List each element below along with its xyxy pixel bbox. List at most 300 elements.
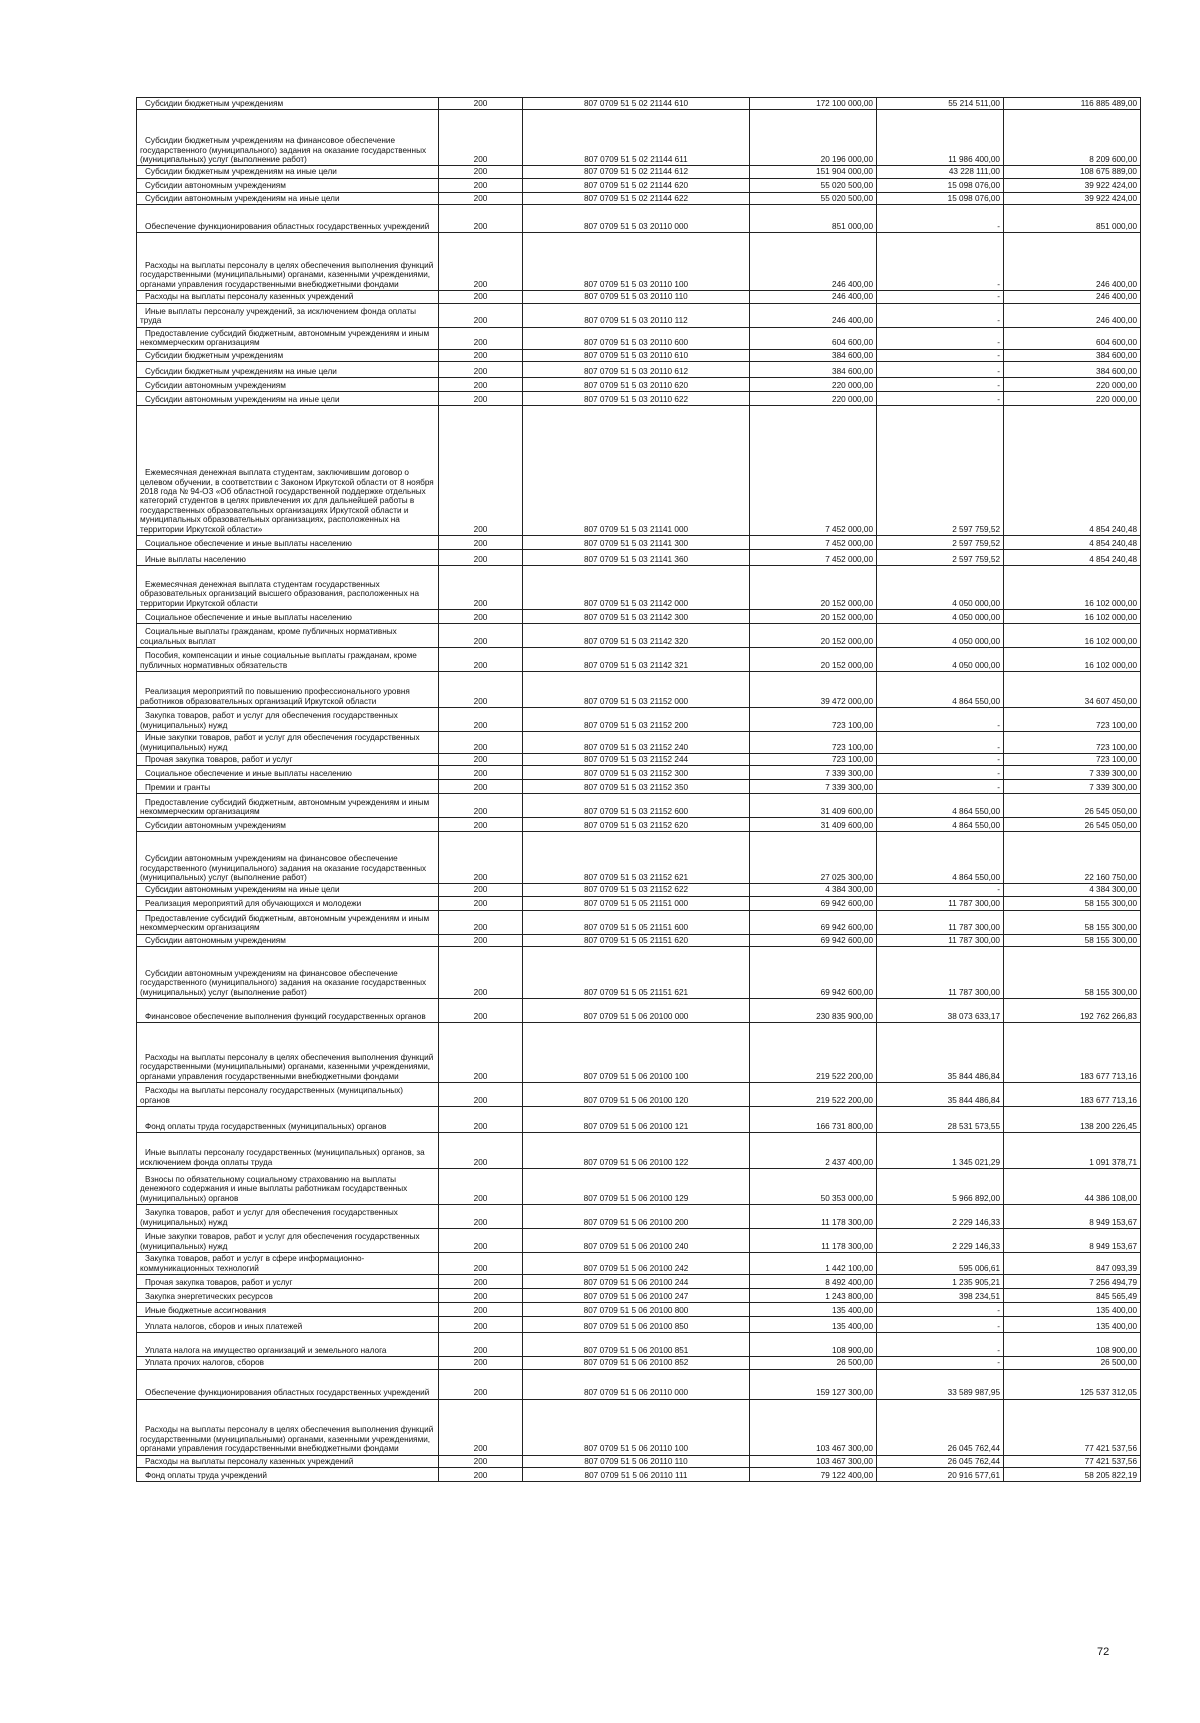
- approved-amount-cell: 31 409 600,00: [750, 818, 877, 832]
- table-row: [137, 362, 1141, 378]
- approved-amount-cell: 20 152 000,00: [750, 648, 877, 672]
- table-row: [137, 406, 1141, 536]
- executed-amount-cell: 28 531 573,55: [877, 1107, 1004, 1133]
- approved-amount-cell: 4 384 300,00: [750, 884, 877, 896]
- table-row: [137, 610, 1141, 624]
- classification-code-cell: 807 0709 51 5 05 21151 620: [523, 934, 750, 946]
- expense-name-cell: Прочая закупка товаров, работ и услуг: [137, 754, 439, 766]
- table-row: [137, 550, 1141, 566]
- line-code-cell: 200: [439, 624, 523, 648]
- budget-execution-table: [136, 97, 1141, 1482]
- approved-amount-cell: 39 472 000,00: [750, 672, 877, 708]
- executed-amount-cell: -: [877, 349, 1004, 361]
- approved-amount-cell: 55 020 500,00: [750, 192, 877, 204]
- line-code-cell: 200: [439, 406, 523, 536]
- classification-code-cell: 807 0709 51 5 06 20100 121: [523, 1107, 750, 1133]
- line-code-cell: 200: [439, 1357, 523, 1369]
- unexecuted-amount-cell: 4 854 240,48: [1004, 536, 1141, 550]
- expense-name-cell: Иные выплаты персоналу государственных (муниципальных) органов, за исключением фонда оплаты труда: [137, 1133, 439, 1169]
- line-code-cell: 200: [439, 178, 523, 192]
- executed-amount-cell: -: [877, 392, 1004, 406]
- unexecuted-amount-cell: 22 160 750,00: [1004, 832, 1141, 884]
- expense-name-cell: Расходы на выплаты персоналу в целях обеспечения выполнения функций государственными (муниципальными) органами, казенными учреждениями, органами управления государственными внебюджетными фондами: [137, 233, 439, 291]
- executed-amount-cell: 2 229 146,33: [877, 1229, 1004, 1253]
- table-row: [137, 1468, 1141, 1482]
- expense-name-cell: Взносы по обязательному социальному страхованию на выплаты денежного содержания и иные выплаты работникам государственных (муниципальных) органов: [137, 1169, 439, 1205]
- expense-name-cell: Расходы на выплаты персоналу в целях обеспечения выполнения функций государственными (муниципальными) органами, казенными учреждениями, органами управления государственными внебюджетными фондами: [137, 1023, 439, 1083]
- approved-amount-cell: 246 400,00: [750, 291, 877, 303]
- classification-code-cell: 807 0709 51 5 03 21152 620: [523, 818, 750, 832]
- expense-name-cell: Социальное обеспечение и иные выплаты населению: [137, 766, 439, 780]
- unexecuted-amount-cell: 44 386 108,00: [1004, 1169, 1141, 1205]
- table-row: [137, 1303, 1141, 1317]
- classification-code-cell: 807 0709 51 5 06 20100 120: [523, 1083, 750, 1107]
- expense-name-cell: Иные закупки товаров, работ и услуг для обеспечения государственных (муниципальных) нужд: [137, 1229, 439, 1253]
- line-code-cell: 200: [439, 934, 523, 946]
- line-code-cell: 200: [439, 610, 523, 624]
- approved-amount-cell: 384 600,00: [750, 349, 877, 361]
- table-row: [137, 110, 1141, 166]
- approved-amount-cell: 69 942 600,00: [750, 910, 877, 934]
- unexecuted-amount-cell: 34 607 450,00: [1004, 672, 1141, 708]
- line-code-cell: 200: [439, 672, 523, 708]
- unexecuted-amount-cell: 723 100,00: [1004, 708, 1141, 732]
- unexecuted-amount-cell: 26 545 050,00: [1004, 818, 1141, 832]
- table-row: [137, 378, 1141, 392]
- line-code-cell: 200: [439, 910, 523, 934]
- line-code-cell: 200: [439, 1369, 523, 1399]
- table-row: [137, 1205, 1141, 1229]
- classification-code-cell: 807 0709 51 5 03 21142 000: [523, 566, 750, 610]
- table-row: [137, 732, 1141, 754]
- unexecuted-amount-cell: 116 885 489,00: [1004, 98, 1141, 110]
- approved-amount-cell: 151 904 000,00: [750, 166, 877, 178]
- approved-amount-cell: 103 467 300,00: [750, 1399, 877, 1455]
- unexecuted-amount-cell: 246 400,00: [1004, 291, 1141, 303]
- approved-amount-cell: 220 000,00: [750, 392, 877, 406]
- line-code-cell: 200: [439, 780, 523, 794]
- table-body: [137, 98, 1141, 1482]
- classification-code-cell: 807 0709 51 5 03 21152 600: [523, 794, 750, 818]
- approved-amount-cell: 172 100 000,00: [750, 98, 877, 110]
- table-row: [137, 708, 1141, 732]
- expense-name-cell: Закупка энергетических ресурсов: [137, 1289, 439, 1303]
- line-code-cell: 200: [439, 1303, 523, 1317]
- line-code-cell: 200: [439, 1107, 523, 1133]
- executed-amount-cell: 35 844 486,84: [877, 1083, 1004, 1107]
- unexecuted-amount-cell: 77 421 537,56: [1004, 1399, 1141, 1455]
- line-code-cell: 200: [439, 999, 523, 1023]
- approved-amount-cell: 79 122 400,00: [750, 1468, 877, 1482]
- expense-name-cell: Ежемесячная денежная выплата студентам, заключившим договор о целевом обучении, в соответствии с Законом Иркутской области от 8 ноября 2018 года № 94-ОЗ «Об областной государственной поддержке отдельных категорий студентов в целях привлечения их для дальнейшей работы в государственных образовательных организациях Иркутской области и муниципальных образовательных организациях, расположенных на территории Иркутской области»: [137, 406, 439, 536]
- classification-code-cell: 807 0709 51 5 03 20110 100: [523, 233, 750, 291]
- approved-amount-cell: 220 000,00: [750, 378, 877, 392]
- classification-code-cell: 807 0709 51 5 03 20110 600: [523, 327, 750, 349]
- expense-name-cell: Ежемесячная денежная выплата студентам государственных образовательных организаций высшего образования, расположенных на территории Иркутской области: [137, 566, 439, 610]
- executed-amount-cell: -: [877, 754, 1004, 766]
- classification-code-cell: 807 0709 51 5 06 20110 100: [523, 1399, 750, 1455]
- table-row: [137, 1083, 1141, 1107]
- page-number: 72: [1097, 1646, 1110, 1658]
- table-row: [137, 794, 1141, 818]
- approved-amount-cell: 2 437 400,00: [750, 1133, 877, 1169]
- executed-amount-cell: 1 235 905,21: [877, 1275, 1004, 1289]
- line-code-cell: 200: [439, 303, 523, 327]
- executed-amount-cell: -: [877, 708, 1004, 732]
- classification-code-cell: 807 0709 51 5 03 21152 350: [523, 780, 750, 794]
- unexecuted-amount-cell: 384 600,00: [1004, 349, 1141, 361]
- unexecuted-amount-cell: 26 500,00: [1004, 1357, 1141, 1369]
- line-code-cell: 200: [439, 1205, 523, 1229]
- approved-amount-cell: 219 522 200,00: [750, 1023, 877, 1083]
- approved-amount-cell: 723 100,00: [750, 708, 877, 732]
- expense-name-cell: Субсидии бюджетным учреждениям: [137, 98, 439, 110]
- line-code-cell: 200: [439, 754, 523, 766]
- line-code-cell: 200: [439, 327, 523, 349]
- unexecuted-amount-cell: 246 400,00: [1004, 303, 1141, 327]
- line-code-cell: 200: [439, 1133, 523, 1169]
- line-code-cell: 200: [439, 291, 523, 303]
- executed-amount-cell: 595 006,61: [877, 1253, 1004, 1275]
- approved-amount-cell: 135 400,00: [750, 1317, 877, 1333]
- unexecuted-amount-cell: 58 155 300,00: [1004, 934, 1141, 946]
- expense-name-cell: Финансовое обеспечение выполнения функций государственных органов: [137, 999, 439, 1023]
- classification-code-cell: 807 0709 51 5 03 21152 200: [523, 708, 750, 732]
- unexecuted-amount-cell: 77 421 537,56: [1004, 1455, 1141, 1467]
- table-row: [137, 766, 1141, 780]
- approved-amount-cell: 723 100,00: [750, 732, 877, 754]
- classification-code-cell: 807 0709 51 5 06 20100 247: [523, 1289, 750, 1303]
- expense-name-cell: Предоставление субсидий бюджетным, автономным учреждениям и иным некоммерческим организациям: [137, 327, 439, 349]
- classification-code-cell: 807 0709 51 5 03 20110 610: [523, 349, 750, 361]
- table-row: [137, 349, 1141, 361]
- expense-name-cell: Пособия, компенсации и иные социальные выплаты гражданам, кроме публичных нормативных обязательств: [137, 648, 439, 672]
- table-row: [137, 1357, 1141, 1369]
- line-code-cell: 200: [439, 1333, 523, 1357]
- table-row: [137, 178, 1141, 192]
- approved-amount-cell: 11 178 300,00: [750, 1205, 877, 1229]
- approved-amount-cell: 11 178 300,00: [750, 1229, 877, 1253]
- expense-name-cell: Предоставление субсидий бюджетным, автономным учреждениям и иным некоммерческим организациям: [137, 910, 439, 934]
- table-row: [137, 672, 1141, 708]
- classification-code-cell: 807 0709 51 5 03 21152 244: [523, 754, 750, 766]
- approved-amount-cell: 135 400,00: [750, 1303, 877, 1317]
- unexecuted-amount-cell: 4 854 240,48: [1004, 550, 1141, 566]
- unexecuted-amount-cell: 8 949 153,67: [1004, 1205, 1141, 1229]
- executed-amount-cell: 398 234,51: [877, 1289, 1004, 1303]
- expense-name-cell: Фонд оплаты труда учреждений: [137, 1468, 439, 1482]
- unexecuted-amount-cell: 220 000,00: [1004, 378, 1141, 392]
- expense-name-cell: Иные закупки товаров, работ и услуг для обеспечения государственных (муниципальных) нужд: [137, 732, 439, 754]
- approved-amount-cell: 723 100,00: [750, 754, 877, 766]
- table-row: [137, 1107, 1141, 1133]
- executed-amount-cell: 26 045 762,44: [877, 1455, 1004, 1467]
- unexecuted-amount-cell: 183 677 713,16: [1004, 1083, 1141, 1107]
- unexecuted-amount-cell: 39 922 424,00: [1004, 178, 1141, 192]
- classification-code-cell: 807 0709 51 5 05 21151 000: [523, 896, 750, 910]
- classification-code-cell: 807 0709 51 5 06 20100 129: [523, 1169, 750, 1205]
- classification-code-cell: 807 0709 51 5 06 20100 242: [523, 1253, 750, 1275]
- line-code-cell: 200: [439, 392, 523, 406]
- approved-amount-cell: 246 400,00: [750, 303, 877, 327]
- unexecuted-amount-cell: 220 000,00: [1004, 392, 1141, 406]
- expense-name-cell: Субсидии бюджетным учреждениям: [137, 349, 439, 361]
- executed-amount-cell: 4 050 000,00: [877, 566, 1004, 610]
- classification-code-cell: 807 0709 51 5 02 21144 612: [523, 166, 750, 178]
- executed-amount-cell: 2 597 759,52: [877, 550, 1004, 566]
- expense-name-cell: Субсидии бюджетным учреждениям на иные цели: [137, 166, 439, 178]
- table-row: [137, 624, 1141, 648]
- classification-code-cell: 807 0709 51 5 06 20100 244: [523, 1275, 750, 1289]
- executed-amount-cell: -: [877, 1357, 1004, 1369]
- expense-name-cell: Субсидии автономным учреждениям на финансовое обеспечение государственного (муниципального) задания на оказание государственных (муниципальных) услуг (выполнение работ): [137, 947, 439, 999]
- executed-amount-cell: 4 864 550,00: [877, 832, 1004, 884]
- executed-amount-cell: 11 986 400,00: [877, 110, 1004, 166]
- approved-amount-cell: 246 400,00: [750, 233, 877, 291]
- table-row: [137, 1275, 1141, 1289]
- expense-name-cell: Обеспечение функционирования областных государственных учреждений: [137, 1369, 439, 1399]
- line-code-cell: 200: [439, 166, 523, 178]
- classification-code-cell: 807 0709 51 5 06 20110 110: [523, 1455, 750, 1467]
- approved-amount-cell: 55 020 500,00: [750, 178, 877, 192]
- table-row: [137, 1289, 1141, 1303]
- classification-code-cell: 807 0709 51 5 02 21144 620: [523, 178, 750, 192]
- classification-code-cell: 807 0709 51 5 03 21141 000: [523, 406, 750, 536]
- line-code-cell: 200: [439, 947, 523, 999]
- table-row: [137, 1133, 1141, 1169]
- expense-name-cell: Расходы на выплаты персоналу в целях обеспечения выполнения функций государственными (муниципальными) органами, казенными учреждениями, органами управления государственными внебюджетными фондами: [137, 1399, 439, 1455]
- approved-amount-cell: 7 339 300,00: [750, 780, 877, 794]
- executed-amount-cell: 4 050 000,00: [877, 648, 1004, 672]
- classification-code-cell: 807 0709 51 5 05 21151 621: [523, 947, 750, 999]
- line-code-cell: 200: [439, 349, 523, 361]
- approved-amount-cell: 20 152 000,00: [750, 624, 877, 648]
- table-row: [137, 1023, 1141, 1083]
- approved-amount-cell: 69 942 600,00: [750, 896, 877, 910]
- line-code-cell: 200: [439, 550, 523, 566]
- executed-amount-cell: 2 229 146,33: [877, 1205, 1004, 1229]
- table-row: [137, 1317, 1141, 1333]
- line-code-cell: 200: [439, 110, 523, 166]
- classification-code-cell: 807 0709 51 5 03 21142 300: [523, 610, 750, 624]
- classification-code-cell: 807 0709 51 5 06 20110 000: [523, 1369, 750, 1399]
- unexecuted-amount-cell: 58 155 300,00: [1004, 896, 1141, 910]
- approved-amount-cell: 159 127 300,00: [750, 1369, 877, 1399]
- table-row: [137, 392, 1141, 406]
- executed-amount-cell: 15 098 076,00: [877, 192, 1004, 204]
- expense-name-cell: Иные бюджетные ассигнования: [137, 1303, 439, 1317]
- classification-code-cell: 807 0709 51 5 03 20110 612: [523, 362, 750, 378]
- line-code-cell: 200: [439, 1455, 523, 1467]
- executed-amount-cell: 38 073 633,17: [877, 999, 1004, 1023]
- classification-code-cell: 807 0709 51 5 03 20110 620: [523, 378, 750, 392]
- unexecuted-amount-cell: 8 209 600,00: [1004, 110, 1141, 166]
- unexecuted-amount-cell: 604 600,00: [1004, 327, 1141, 349]
- executed-amount-cell: 33 589 987,95: [877, 1369, 1004, 1399]
- table-row: [137, 303, 1141, 327]
- classification-code-cell: 807 0709 51 5 03 21142 321: [523, 648, 750, 672]
- expense-name-cell: Иные выплаты персоналу учреждений, за исключением фонда оплаты труда: [137, 303, 439, 327]
- unexecuted-amount-cell: 16 102 000,00: [1004, 610, 1141, 624]
- table-row: [137, 233, 1141, 291]
- expense-name-cell: Иные выплаты населению: [137, 550, 439, 566]
- executed-amount-cell: -: [877, 378, 1004, 392]
- table-row: [137, 818, 1141, 832]
- approved-amount-cell: 7 452 000,00: [750, 536, 877, 550]
- expense-name-cell: Субсидии автономным учреждениям на финансовое обеспечение государственного (муниципального) задания на оказание государственных (муниципальных) услуг (выполнение работ): [137, 832, 439, 884]
- line-code-cell: 200: [439, 708, 523, 732]
- expense-name-cell: Фонд оплаты труда государственных (муниципальных) органов: [137, 1107, 439, 1133]
- unexecuted-amount-cell: 58 205 822,19: [1004, 1468, 1141, 1482]
- approved-amount-cell: 604 600,00: [750, 327, 877, 349]
- classification-code-cell: 807 0709 51 5 03 21152 000: [523, 672, 750, 708]
- expense-name-cell: Уплата прочих налогов, сборов: [137, 1357, 439, 1369]
- unexecuted-amount-cell: 192 762 266,83: [1004, 999, 1141, 1023]
- table-row: [137, 910, 1141, 934]
- expense-name-cell: Субсидии автономным учреждениям: [137, 178, 439, 192]
- approved-amount-cell: 20 152 000,00: [750, 610, 877, 624]
- classification-code-cell: 807 0709 51 5 03 21141 360: [523, 550, 750, 566]
- classification-code-cell: 807 0709 51 5 06 20100 122: [523, 1133, 750, 1169]
- approved-amount-cell: 26 500,00: [750, 1357, 877, 1369]
- classification-code-cell: 807 0709 51 5 06 20100 850: [523, 1317, 750, 1333]
- expense-name-cell: Субсидии автономным учреждениям на иные цели: [137, 392, 439, 406]
- approved-amount-cell: 31 409 600,00: [750, 794, 877, 818]
- unexecuted-amount-cell: 384 600,00: [1004, 362, 1141, 378]
- unexecuted-amount-cell: 8 949 153,67: [1004, 1229, 1141, 1253]
- approved-amount-cell: 20 152 000,00: [750, 566, 877, 610]
- expense-name-cell: Предоставление субсидий бюджетным, автономным учреждениям и иным некоммерческим организациям: [137, 794, 439, 818]
- approved-amount-cell: 1 442 100,00: [750, 1253, 877, 1275]
- table-row: [137, 648, 1141, 672]
- table-row: [137, 884, 1141, 896]
- unexecuted-amount-cell: 138 200 226,45: [1004, 1107, 1141, 1133]
- table-row: [137, 536, 1141, 550]
- line-code-cell: 200: [439, 362, 523, 378]
- executed-amount-cell: -: [877, 766, 1004, 780]
- line-code-cell: 200: [439, 233, 523, 291]
- unexecuted-amount-cell: 246 400,00: [1004, 233, 1141, 291]
- expense-name-cell: Прочая закупка товаров, работ и услуг: [137, 1275, 439, 1289]
- unexecuted-amount-cell: 16 102 000,00: [1004, 624, 1141, 648]
- expense-name-cell: Субсидии автономным учреждениям на иные цели: [137, 884, 439, 896]
- classification-code-cell: 807 0709 51 5 03 21152 240: [523, 732, 750, 754]
- expense-name-cell: Закупка товаров, работ и услуг для обеспечения государственных (муниципальных) нужд: [137, 708, 439, 732]
- executed-amount-cell: 2 597 759,52: [877, 536, 1004, 550]
- expense-name-cell: Расходы на выплаты персоналу казенных учреждений: [137, 291, 439, 303]
- unexecuted-amount-cell: 26 545 050,00: [1004, 794, 1141, 818]
- classification-code-cell: 807 0709 51 5 06 20100 200: [523, 1205, 750, 1229]
- table-row: [137, 999, 1141, 1023]
- executed-amount-cell: -: [877, 1317, 1004, 1333]
- line-code-cell: 200: [439, 1083, 523, 1107]
- unexecuted-amount-cell: 1 091 378,71: [1004, 1133, 1141, 1169]
- table-row: [137, 98, 1141, 110]
- line-code-cell: 200: [439, 1317, 523, 1333]
- table-row: [137, 166, 1141, 178]
- approved-amount-cell: 7 452 000,00: [750, 550, 877, 566]
- classification-code-cell: 807 0709 51 5 02 21144 611: [523, 110, 750, 166]
- unexecuted-amount-cell: 39 922 424,00: [1004, 192, 1141, 204]
- expense-name-cell: Закупка товаров, работ и услуг для обеспечения государственных (муниципальных) нужд: [137, 1205, 439, 1229]
- line-code-cell: 200: [439, 536, 523, 550]
- line-code-cell: 200: [439, 1275, 523, 1289]
- line-code-cell: 200: [439, 766, 523, 780]
- line-code-cell: 200: [439, 1468, 523, 1482]
- line-code-cell: 200: [439, 832, 523, 884]
- executed-amount-cell: -: [877, 327, 1004, 349]
- executed-amount-cell: 5 966 892,00: [877, 1169, 1004, 1205]
- table-row: [137, 1169, 1141, 1205]
- approved-amount-cell: 219 522 200,00: [750, 1083, 877, 1107]
- expense-name-cell: Уплата налога на имущество организаций и земельного налога: [137, 1333, 439, 1357]
- unexecuted-amount-cell: 4 854 240,48: [1004, 406, 1141, 536]
- executed-amount-cell: -: [877, 780, 1004, 794]
- classification-code-cell: 807 0709 51 5 06 20100 000: [523, 999, 750, 1023]
- table-row: [137, 192, 1141, 204]
- expense-name-cell: Расходы на выплаты персоналу государственных (муниципальных) органов: [137, 1083, 439, 1107]
- classification-code-cell: 807 0709 51 5 02 21144 622: [523, 192, 750, 204]
- table-row: [137, 947, 1141, 999]
- executed-amount-cell: -: [877, 884, 1004, 896]
- unexecuted-amount-cell: 7 339 300,00: [1004, 780, 1141, 794]
- expense-name-cell: Субсидии автономным учреждениям: [137, 818, 439, 832]
- executed-amount-cell: 11 787 300,00: [877, 934, 1004, 946]
- executed-amount-cell: 55 214 511,00: [877, 98, 1004, 110]
- approved-amount-cell: 230 835 900,00: [750, 999, 877, 1023]
- unexecuted-amount-cell: 723 100,00: [1004, 754, 1141, 766]
- line-code-cell: 200: [439, 205, 523, 233]
- approved-amount-cell: 27 025 300,00: [750, 832, 877, 884]
- unexecuted-amount-cell: 845 565,49: [1004, 1289, 1141, 1303]
- table-row: [137, 832, 1141, 884]
- executed-amount-cell: 26 045 762,44: [877, 1399, 1004, 1455]
- expense-name-cell: Расходы на выплаты персоналу казенных учреждений: [137, 1455, 439, 1467]
- classification-code-cell: 807 0709 51 5 03 21152 622: [523, 884, 750, 896]
- classification-code-cell: 807 0709 51 5 05 21151 600: [523, 910, 750, 934]
- unexecuted-amount-cell: 847 093,39: [1004, 1253, 1141, 1275]
- executed-amount-cell: 4 050 000,00: [877, 624, 1004, 648]
- line-code-cell: 200: [439, 648, 523, 672]
- classification-code-cell: 807 0709 51 5 03 20110 112: [523, 303, 750, 327]
- expense-name-cell: Субсидии автономным учреждениям на иные цели: [137, 192, 439, 204]
- line-code-cell: 200: [439, 378, 523, 392]
- line-code-cell: 200: [439, 192, 523, 204]
- table-row: [137, 566, 1141, 610]
- table-row: [137, 1333, 1141, 1357]
- expense-name-cell: Обеспечение функционирования областных государственных учреждений: [137, 205, 439, 233]
- classification-code-cell: 807 0709 51 5 03 21152 300: [523, 766, 750, 780]
- line-code-cell: 200: [439, 732, 523, 754]
- table-row: [137, 1399, 1141, 1455]
- approved-amount-cell: 166 731 800,00: [750, 1107, 877, 1133]
- line-code-cell: 200: [439, 98, 523, 110]
- expense-name-cell: Реализация мероприятий по повышению профессионального уровня работников образовательных организаций Иркутской области: [137, 672, 439, 708]
- classification-code-cell: 807 0709 51 5 03 21142 320: [523, 624, 750, 648]
- executed-amount-cell: -: [877, 303, 1004, 327]
- expense-name-cell: Социальное обеспечение и иные выплаты населению: [137, 536, 439, 550]
- table-row: [137, 934, 1141, 946]
- line-code-cell: 200: [439, 1023, 523, 1083]
- expense-name-cell: Субсидии бюджетным учреждениям на иные цели: [137, 362, 439, 378]
- table-row: [137, 896, 1141, 910]
- expense-name-cell: Социальные выплаты гражданам, кроме публичных нормативных социальных выплат: [137, 624, 439, 648]
- expense-name-cell: Реализация мероприятий для обучающихся и молодежи: [137, 896, 439, 910]
- classification-code-cell: 807 0709 51 5 03 20110 622: [523, 392, 750, 406]
- executed-amount-cell: 4 864 550,00: [877, 818, 1004, 832]
- classification-code-cell: 807 0709 51 5 03 20110 110: [523, 291, 750, 303]
- line-code-cell: 200: [439, 1289, 523, 1303]
